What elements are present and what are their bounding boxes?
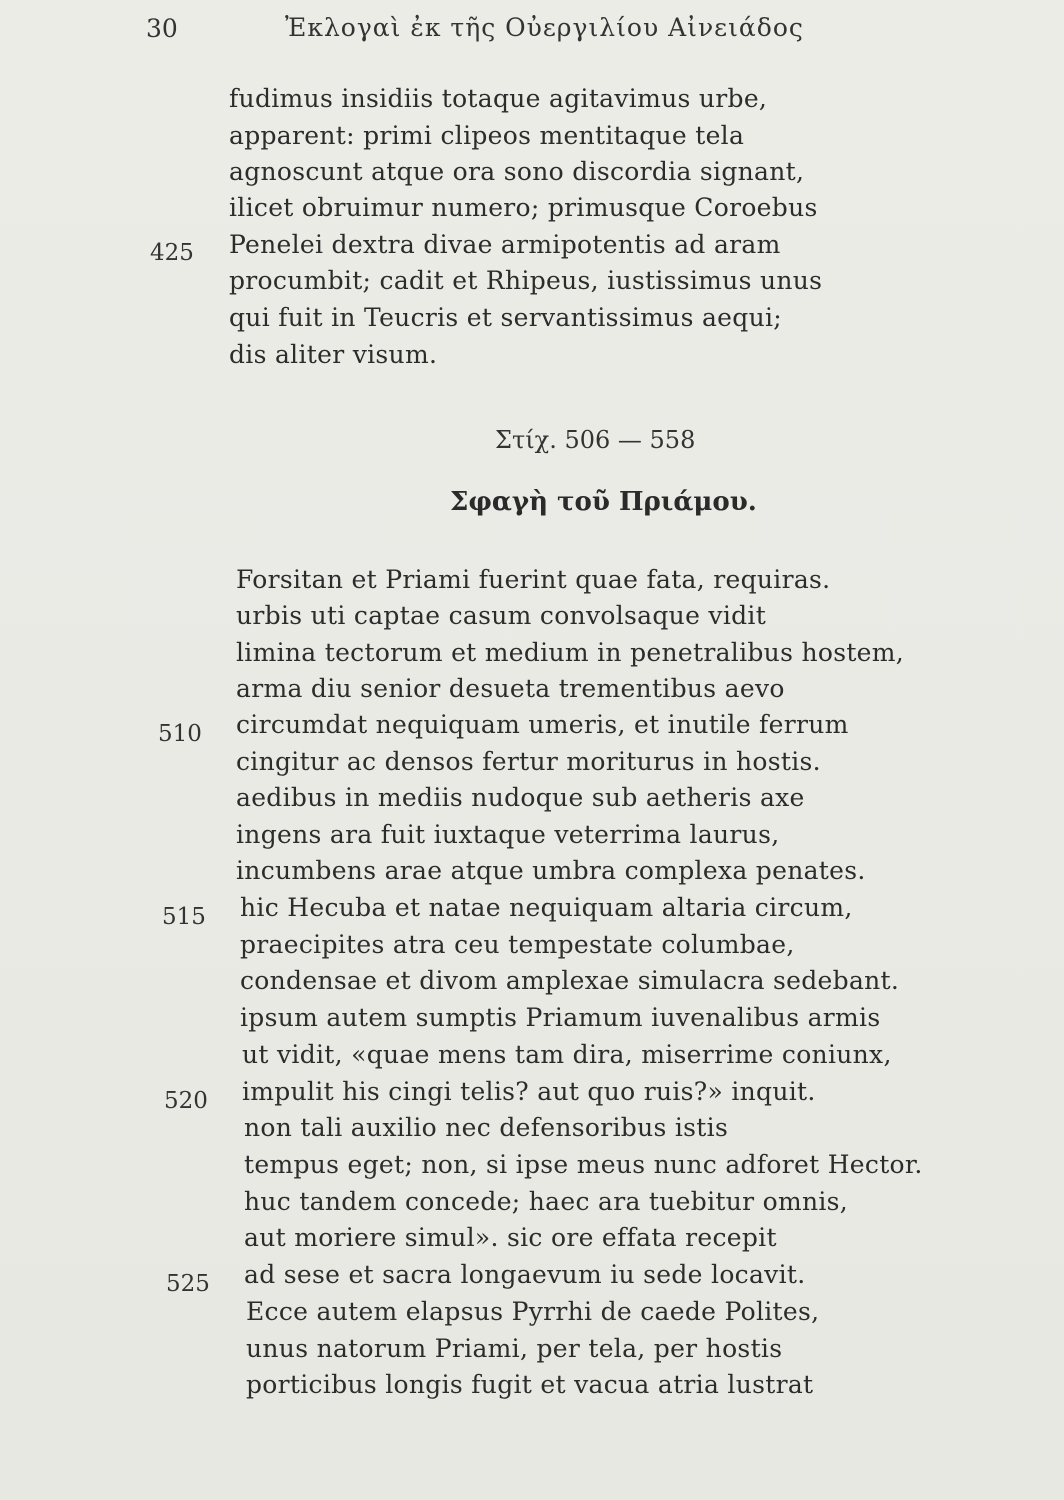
verse-line: non tali auxilio nec defensoribus istis [244,1113,729,1142]
verse-line: ilicet obruimur numero; primusque Coroebus [229,193,818,222]
verse-line: ingens ara fuit iuxtaque veterrima laurus, [236,820,780,849]
verse-line: unus natorum Priami, per tela, per hostis [246,1334,783,1363]
verse-line: agnoscunt atque ora sono discordia signant, [229,157,805,186]
verse-line: aut moriere simul». sic ore effata recepit [244,1223,777,1252]
verse-line: hic Hecuba et natae nequiquam altaria circum, [240,893,853,922]
line-number: 425 [150,240,194,266]
running-title: Ἐκλογαὶ ἐκ τῆς Οὐεργιλίου Αἰνειάδος [285,13,804,42]
verse-line: cingitur ac densos fertur moriturus in hostis. [236,747,821,776]
verse-line: porticibus longis fugit et vacua atria lustrat [246,1370,814,1399]
line-number: 510 [158,721,202,747]
verse-line: huc tandem concede; haec ara tuebitur omnis, [244,1187,849,1216]
verse-line: limina tectorum et medium in penetralibus hostem, [236,638,905,667]
section-title: Σφαγὴ τοῦ Πριάμου. [450,487,757,517]
verse-line: circumdat nequiquam umeris, et inutile ferrum [236,710,849,739]
verse-line: incumbens arae atque umbra complexa penates. [236,856,866,885]
verse-line: aedibus in mediis nudoque sub aetheris axe [236,783,805,812]
verse-line: qui fuit in Teucris et servantissimus aequi; [229,303,782,332]
verse-line: ut vidit, «quae mens tam dira, miserrime coniunx, [242,1040,892,1069]
verse-line: arma diu senior desueta trementibus aevo [236,674,785,703]
page-number: 30 [146,14,178,43]
verse-line: Forsitan et Priami fuerint quae fata, requiras. [236,565,831,594]
section-range: Στίχ. 506 — 558 [495,426,696,454]
verse-line: tempus eget; non, si ipse meus nunc adforet Hector. [244,1150,923,1179]
verse-line: fudimus insidiis totaque agitavimus urbe, [229,84,768,113]
verse-line: procumbit; cadit et Rhipeus, iustissimus unus [229,266,823,295]
line-number: 525 [166,1271,210,1297]
verse-line: praecipites atra ceu tempestate columbae, [240,930,795,959]
line-number: 520 [164,1088,208,1114]
verse-line: ipsum autem sumptis Priamum iuvenalibus armis [240,1003,881,1032]
verse-line: ad sese et sacra longaevum iu sede locavit. [244,1260,806,1289]
line-number: 515 [162,904,206,930]
verse-line: Penelei dextra divae armipotentis ad aram [229,230,781,259]
verse-line: Ecce autem elapsus Pyrrhi de caede Polites, [246,1297,820,1326]
verse-line: apparent: primi clipeos mentitaque tela [229,121,745,150]
verse-line: impulit his cingi telis? aut quo ruis?» inquit. [242,1077,816,1106]
verse-line: urbis uti captae casum convolsaque vidit [236,601,767,630]
verse-line: condensae et divom amplexae simulacra sedebant. [240,966,900,995]
verse-line: dis aliter visum. [229,340,438,369]
